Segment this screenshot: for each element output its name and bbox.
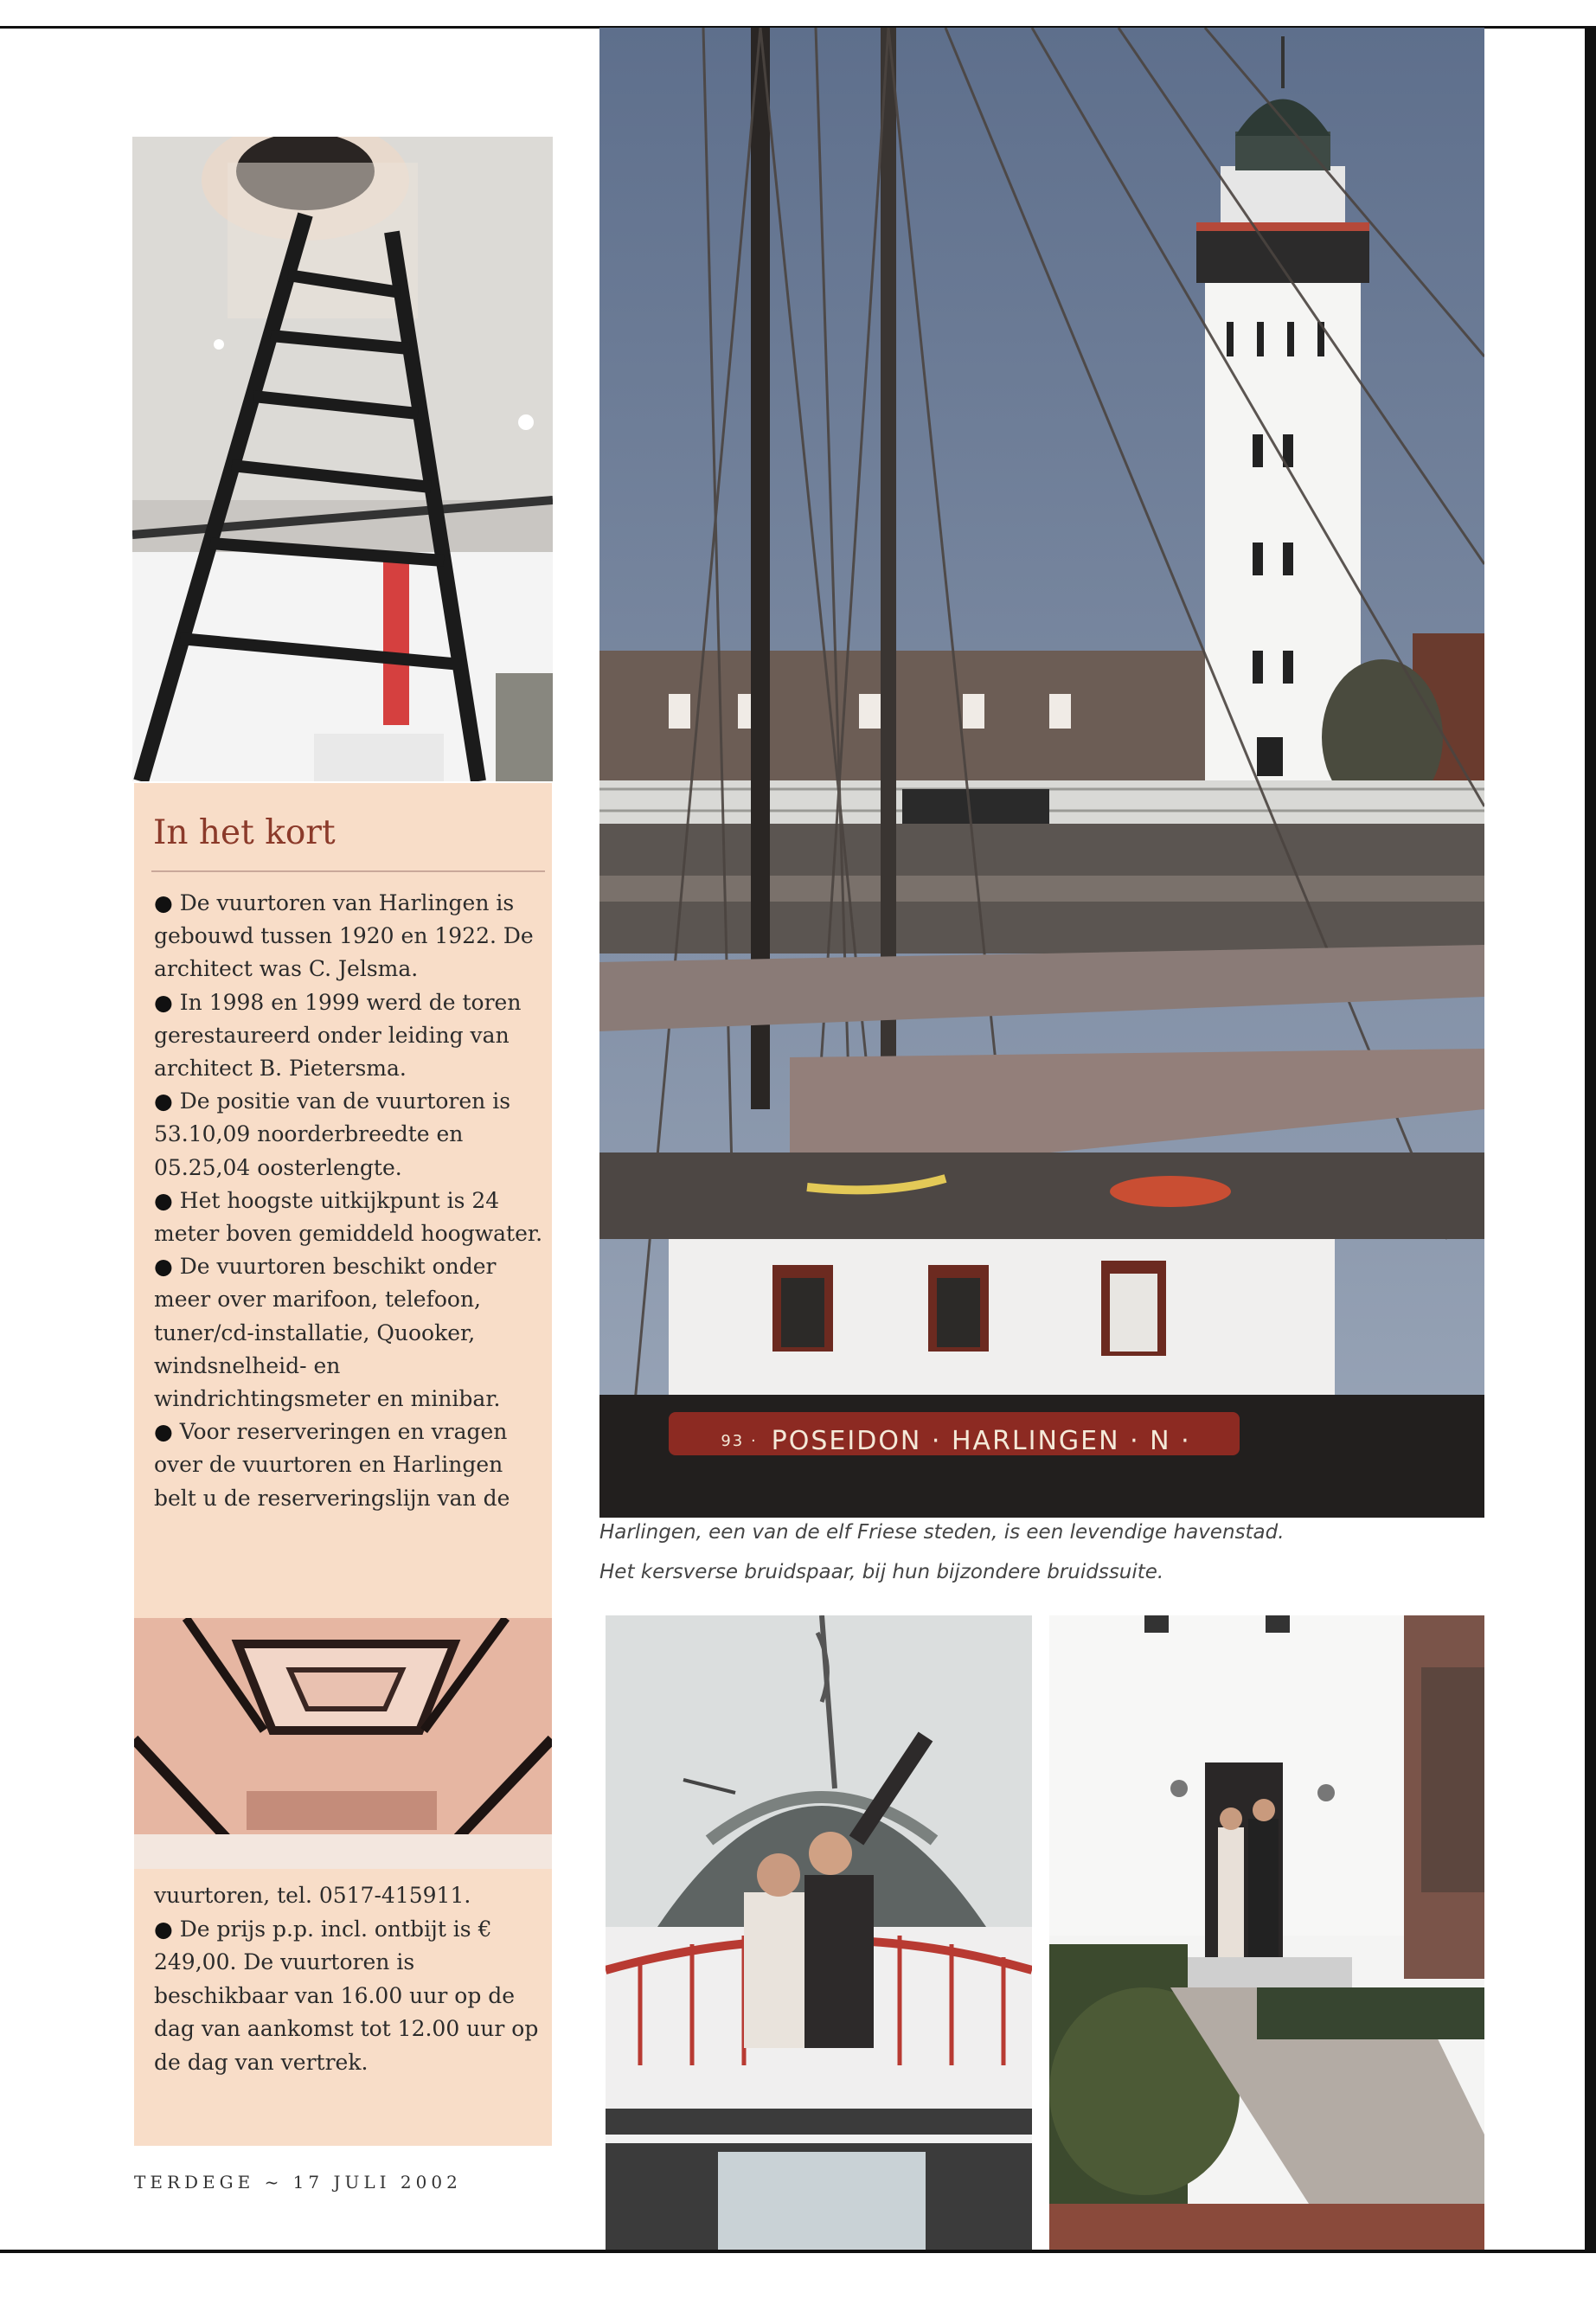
bullet-icon: ● [154, 890, 180, 915]
bullet-icon: ● [154, 1916, 180, 1942]
sidebar-text-top [154, 887, 543, 1515]
bullet-icon: ● [154, 989, 180, 1015]
bullet-icon: ● [154, 1419, 180, 1445]
photo-couple-entrance [1049, 1615, 1484, 2254]
fact-paragraph: ● De vuurtoren van Harlingen is gebouwd tussen 1920 en 1922. De architect was C. Jelsma. [154, 890, 534, 982]
page-footer: TERDEGE ~ 17 JULI 2002 [134, 2172, 462, 2193]
bullet-icon: ● [154, 1254, 180, 1280]
caption-couple: Het kersverse bruidspaar, bij hun bijzondere bruidssuite. [599, 1561, 1164, 1583]
right-border [1585, 26, 1596, 2253]
sidebar-divider [151, 870, 545, 872]
photo-ladder-interior [132, 137, 553, 781]
photo-harbour-lighthouse [599, 28, 1484, 1518]
boat-number: 93 · [721, 1431, 758, 1450]
bottom-border [0, 2250, 1596, 2305]
photo-lantern-ceiling [134, 1618, 552, 1869]
fact-paragraph: ● De positie van de vuurtoren is 53.10,09 noorderbreedte en 05.25,04 oosterlengte. [154, 1088, 511, 1180]
top-border [0, 0, 1596, 29]
boat-name: POSEIDON · HARLINGEN · N · [771, 1425, 1191, 1456]
bullet-icon: ● [154, 1187, 180, 1213]
photo-couple-balcony [606, 1615, 1032, 2254]
fact-paragraph: ● Voor reserveringen en vragen over de vuurtoren en Harlingen belt u de reserveringslijn van de [154, 1419, 510, 1511]
bullet-icon: ● [154, 1088, 180, 1114]
sidebar-heading: In het kort [153, 813, 336, 852]
sidebar-text-bottom [154, 1879, 543, 2079]
fact-paragraph: ● Het hoogste uitkijkpunt is 24 meter boven gemiddeld hoogwater. [154, 1187, 543, 1247]
fact-paragraph: ● De prijs p.p. incl. ontbijt is € 249,00. De vuurtoren is beschikbaar van 16.00 uur op de dag van aankomst tot 12.00 uur op de dag van vertrek. [154, 1916, 539, 2075]
boat-nameplate [670, 1419, 1241, 1462]
caption-harbour: Harlingen, een van de elf Friese steden, is een levendige havenstad. [599, 1521, 1285, 1544]
fact-paragraph: ● De vuurtoren beschikt onder meer over marifoon, telefoon, tuner/cd-installatie, Quooker, windsnelheid- en windrichtingsmeter en minibar. [154, 1254, 501, 1412]
fact-continuation: vuurtoren, tel. 0517-415911. [154, 1883, 471, 1908]
fact-paragraph: ● In 1998 en 1999 werd de toren gerestaureerd onder leiding van architect B. Pietersma. [154, 989, 522, 1082]
